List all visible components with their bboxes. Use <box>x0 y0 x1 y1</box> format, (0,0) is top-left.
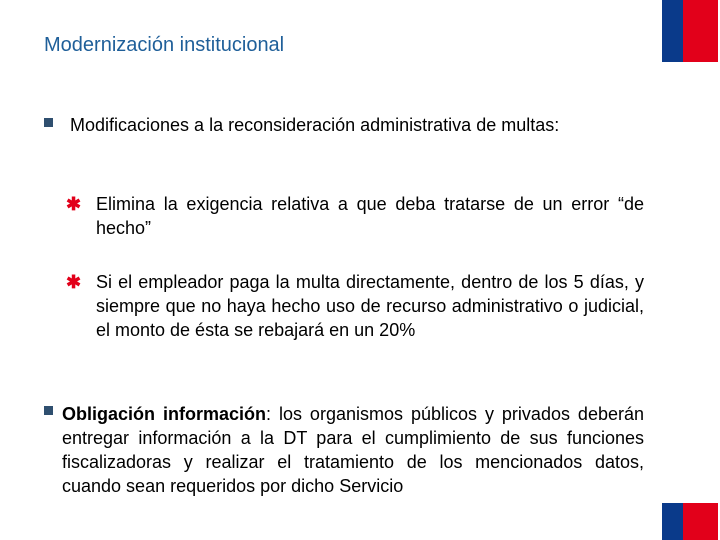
flag-red-band <box>683 0 718 62</box>
bullet-2-body: : los organismos públicos y privados deberán entregar información a la DT para el cumplimiento de sus funciones fiscalizadoras y realizar el tratamiento de los mencionados datos, cuando sean requeridos por dicho Servicio <box>62 404 644 496</box>
asterisk-bullet-icon: ✱ <box>66 272 82 292</box>
bullet-2-bold-lead: Obligación información <box>62 404 266 424</box>
sub-item-2-text: Si el empleador paga la multa directamente, dentro de los 5 días, y siempre que no haya hecho uso de recurso administrativo o judicial, el monto de ésta se rebajará en un 20% <box>96 272 644 340</box>
flag-blue-band <box>662 503 683 540</box>
flag-decoration-bottom <box>662 503 718 540</box>
bullet-2-text <box>62 402 644 498</box>
flag-red-band <box>683 503 718 540</box>
bullet-square-icon <box>44 118 53 127</box>
sub-item-1-text: Elimina la exigencia relativa a que deba tratarse de un error “de hecho” <box>96 194 644 238</box>
flag-blue-band <box>662 0 683 62</box>
flag-decoration-top <box>662 0 718 62</box>
bullet-1-text: Modificaciones a la reconsideración administrativa de multas: <box>70 115 560 135</box>
slide-title: Modernización institucional <box>44 34 285 56</box>
asterisk-bullet-icon: ✱ <box>66 194 82 214</box>
bullet-square-icon <box>44 406 53 415</box>
